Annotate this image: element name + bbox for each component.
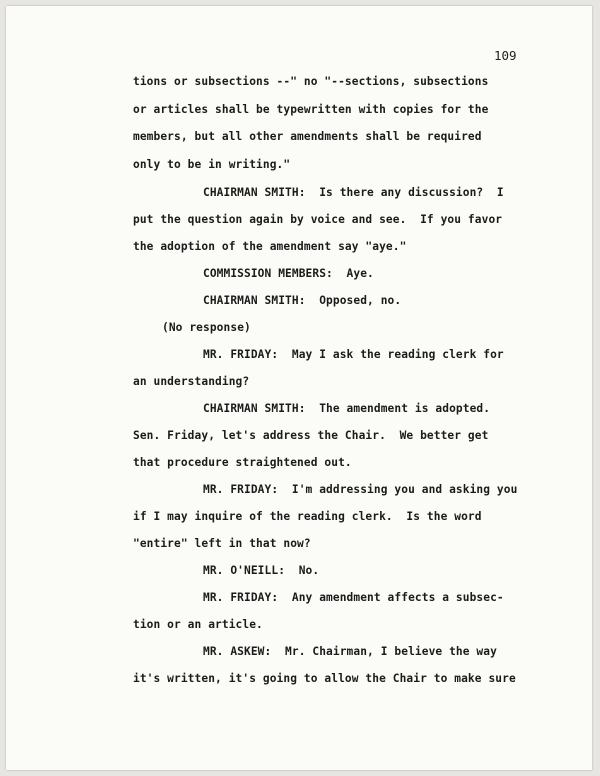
transcript-line: the adoption of the amendment say "aye."	[133, 240, 407, 253]
page-number: 109	[494, 48, 517, 63]
transcript-line: MR. O'NEILL: No.	[203, 564, 320, 577]
transcript-line: CHAIRMAN SMITH: The amendment is adopted.	[203, 402, 491, 415]
transcript-line: COMMISSION MEMBERS: Aye.	[203, 267, 374, 280]
transcript-line: or articles shall be typewritten with copies for the	[133, 103, 489, 116]
transcript-line: put the question again by voice and see. If you favor	[133, 213, 503, 226]
transcript-line: an understanding?	[133, 375, 250, 388]
transcript-line: tion or an article.	[133, 618, 263, 631]
transcript-line: that procedure straightened out.	[133, 456, 352, 469]
transcript-line: it's written, it's going to allow the Chair to make sure	[133, 672, 516, 685]
transcript-line: MR. FRIDAY: Any amendment affects a subsec-	[203, 591, 504, 604]
transcript-line: "entire" left in that now?	[133, 537, 311, 550]
transcript-page	[6, 6, 592, 770]
transcript-line: MR. FRIDAY: May I ask the reading clerk for	[203, 348, 504, 361]
transcript-line: Sen. Friday, let's address the Chair. We better get	[133, 429, 489, 442]
transcript-line: if I may inquire of the reading clerk. Is the word	[133, 510, 482, 523]
transcript-line: CHAIRMAN SMITH: Is there any discussion? I	[203, 186, 504, 199]
transcript-line: only to be in writing."	[133, 158, 291, 171]
transcript-line: MR. FRIDAY: I'm addressing you and asking you	[203, 483, 518, 496]
transcript-line: tions or subsections --" no "--sections, subsections	[133, 75, 489, 88]
transcript-line: (No response)	[162, 321, 251, 334]
transcript-line: CHAIRMAN SMITH: Opposed, no.	[203, 294, 402, 307]
transcript-line: MR. ASKEW: Mr. Chairman, I believe the way	[203, 645, 497, 658]
transcript-line: members, but all other amendments shall be required	[133, 130, 482, 143]
